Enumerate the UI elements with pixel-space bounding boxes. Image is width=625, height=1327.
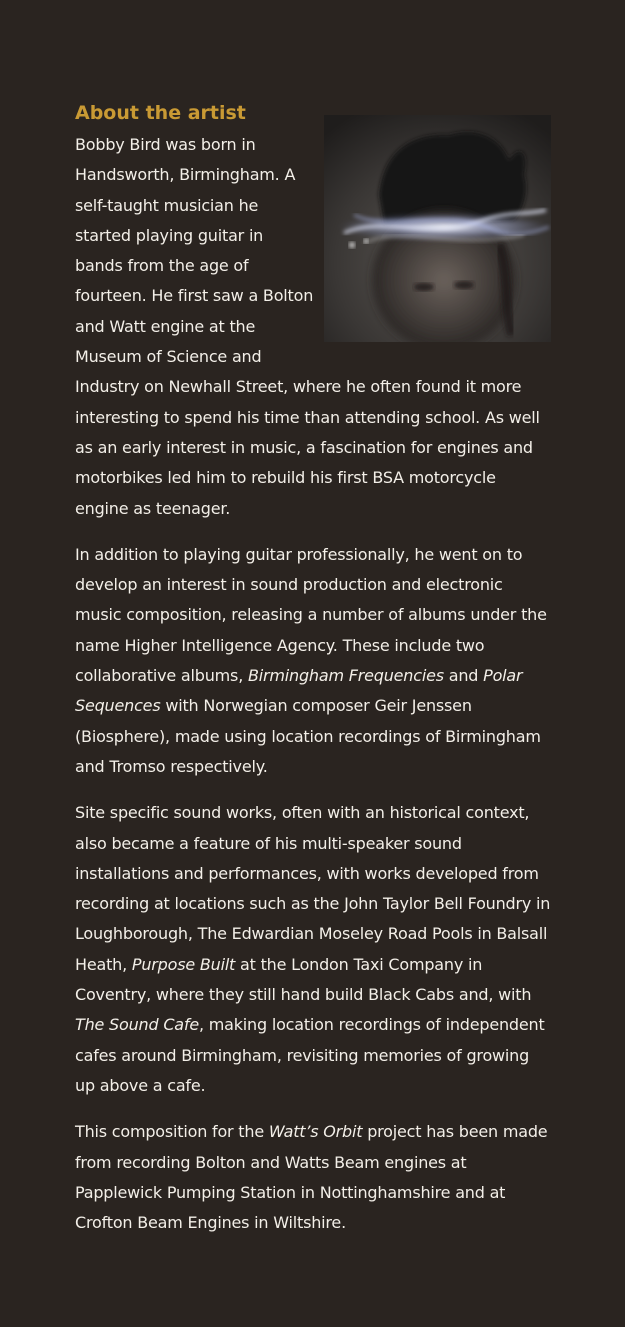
bio-paragraph-1: Bobby Bird was born in Handsworth, Birmingham. A self-taught musician he started playing guitar in bands from the age of fourteen. He first saw a Bolton and Watt engine at the Museum of Science and Industry on Newhall Street, where he often found it more interesting to spend his time than attending school. As well as an early interest in music, a fascination for engines and motorbikes led him to rebuild his first BSA motorcycle engine as teenager.: [75, 135, 540, 518]
work-title-the-sound-cafe: The Sound Cafe: [75, 1015, 199, 1035]
artist-bio: [75, 100, 551, 1238]
album-title-birmingham-frequencies: Birmingham Frequencies: [247, 666, 444, 686]
p4-text-a: This composition for the: [75, 1122, 269, 1142]
work-title-purpose-built: Purpose Built: [131, 954, 236, 974]
p4-text-b: project has been made from recording Bolton and Watts Beam engines at Papplewick Pumping Station in Nottinghamshire and at Crofton Beam Engines in Wiltshire.: [75, 1122, 548, 1233]
p3-text-c: , making location recordings of independent cafes around Birmingham, revisiting memories of growing up above a cafe.: [75, 1015, 545, 1095]
bio-paragraph-2: [75, 540, 551, 782]
p2-text-b: and: [443, 666, 484, 686]
bio-paragraph-3: [75, 798, 551, 1101]
project-title-watts-orbit: Watt’s Orbit: [268, 1122, 363, 1142]
p2-text-c: with Norwegian composer Geir Jenssen (Biosphere), made using location recordings of Birmingham and Tromso respectively.: [75, 696, 541, 776]
portrait-photo: [324, 115, 551, 342]
p2-text-a: In addition to playing guitar professionally, he went on to develop an interest in sound production and electronic music composition, releasing a number of albums under the name Higher Intelligence Agency. These include two collaborative albums,: [75, 544, 547, 686]
p3-text-a: Site specific sound works, often with an historical context, also became a feature of his multi-speaker sound installations and performances, with works developed from recording at locations such as the John Taylor Bell Foundry in Loughborough, The Edwardian Moseley Road Pools in Balsall Heath,: [75, 803, 551, 974]
p3-text-b: at the London Taxi Company in Coventry, where they still hand build Black Cabs and, with: [75, 954, 532, 1005]
artist-portrait: [324, 115, 551, 342]
section-heading: About the artist: [75, 102, 246, 124]
album-title-polar-sequences: Polar Sequences: [75, 666, 523, 716]
bio-paragraph-4: [75, 1117, 551, 1238]
